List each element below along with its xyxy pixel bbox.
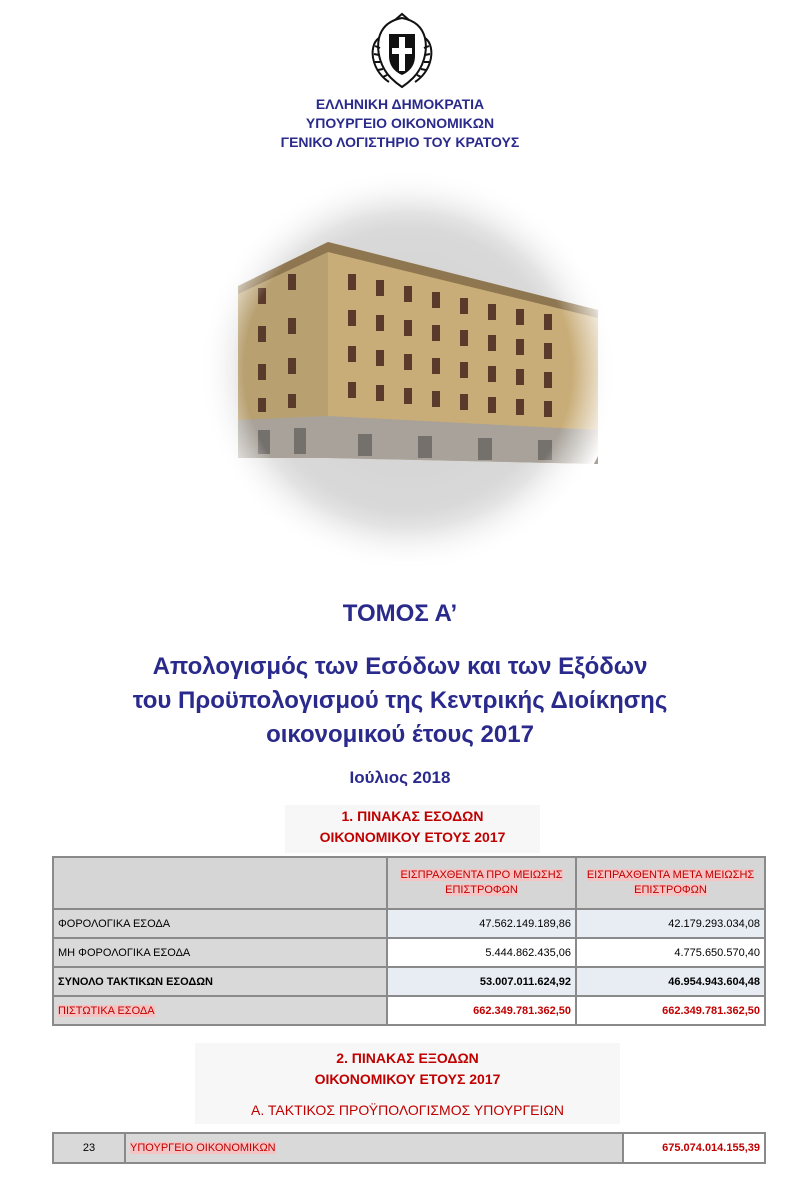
report-title-line-3: οικονομικού έτους 2017 <box>266 721 534 748</box>
expenditure-table <box>52 1132 766 1164</box>
table-row-credit <box>53 996 765 1025</box>
row-value-after: 42.179.293.034,08 <box>576 909 765 938</box>
revenue-header-before <box>387 857 576 909</box>
table-row <box>53 1133 765 1163</box>
expenditure-subtitle: Α. ΤΑΚΤΙΚΟΣ ΠΡΟΫΠΟΛΟΓΙΣΜΟΣ ΥΠΟΥΡΓΕΙΩΝ <box>195 1098 620 1124</box>
row-value-after: 662.349.781.362,50 <box>576 996 765 1025</box>
revenue-header-empty <box>53 857 387 909</box>
expenditure-section-line-2: ΟΙΚΟΝΟΜΙΚΟΥ ΕΤΟΥΣ 2017 <box>314 1071 501 1087</box>
issuer-country: ΕΛΛΗΝΙΚΗ ΔΗΜΟΚΡΑΤΙΑ <box>315 96 485 112</box>
revenue-section-line-2: ΟΙΚΟΝΟΜΙΚΟΥ ΕΤΟΥΣ 2017 <box>319 829 506 845</box>
table-row-total <box>53 967 765 996</box>
issuer-office: ΓΕΝΙΚΟ ΛΟΓΙΣΤΗΡΙΟ ΤΟΥ ΚΡΑΤΟΥΣ <box>280 134 520 150</box>
revenue-section-heading <box>285 805 540 853</box>
row-value-after: 4.775.650.570,40 <box>576 938 765 967</box>
column-header-after-refunds: ΕΙΣΠΡΑΧΘΕΝΤΑ ΜΕΤΑ ΜΕΙΩΣΗΣ ΕΠΙΣΤΡΟΦΩΝ <box>586 869 755 896</box>
row-value-before: 662.349.781.362,50 <box>387 996 576 1025</box>
issuer-ministry: ΥΠΟΥΡΓΕΙΟ ΟΙΚΟΝΟΜΙΚΩΝ <box>305 115 495 131</box>
table-row <box>53 938 765 967</box>
ministry-name: ΥΠΟΥΡΓΕΙΟ ΟΙΚΟΝΟΜΙΚΩΝ <box>130 1142 276 1154</box>
expenditure-section-line-1: 2. ΠΙΝΑΚΑΣ ΕΞΟΔΩΝ <box>336 1050 479 1066</box>
row-label: ΠΙΣΤΩΤΙΚΑ ΕΣΟΔΑ <box>58 1004 155 1017</box>
row-value-before: 5.444.862.435,06 <box>387 938 576 967</box>
row-label: ΜΗ ΦΟΡΟΛΟΓΙΚΑ ΕΣΟΔΑ <box>53 938 387 967</box>
revenue-header-after <box>576 857 765 909</box>
greek-coat-of-arms-icon <box>365 12 439 90</box>
table-row <box>53 909 765 938</box>
ministry-name-cell <box>125 1133 623 1163</box>
publication-date: Ιούλιος 2018 <box>349 768 451 787</box>
revenue-table-header <box>53 857 765 909</box>
expenditure-section-heading <box>195 1043 620 1098</box>
volume-title: ΤΟΜΟΣ Α’ <box>342 600 458 627</box>
row-value-after: 46.954.943.604,48 <box>576 967 765 996</box>
report-title-line-1: Απολογισμός των Εσόδων και των Εξόδων <box>152 653 648 680</box>
row-label: ΣΥΝΟΛΟ ΤΑΚΤΙΚΩΝ ΕΣΟΔΩΝ <box>53 967 387 996</box>
report-title-line-2: του Προϋπολογισμού της Κεντρικής Διοίκησης <box>132 687 668 714</box>
revenue-section-line-1: 1. ΠΙΝΑΚΑΣ ΕΣΟΔΩΝ <box>341 808 484 824</box>
ministry-code: 23 <box>53 1133 125 1163</box>
building-photo <box>198 168 618 573</box>
ministry-amount: 675.074.014.155,39 <box>623 1133 765 1163</box>
row-label-cell <box>53 996 387 1025</box>
row-value-before: 47.562.149.189,86 <box>387 909 576 938</box>
row-value-before: 53.007.011.624,92 <box>387 967 576 996</box>
issuer-header <box>0 95 800 152</box>
row-label: ΦΟΡΟΛΟΓΙΚΑ ΕΣΟΔΑ <box>53 909 387 938</box>
revenue-table <box>52 856 766 1026</box>
report-title <box>0 650 800 752</box>
column-header-before-refunds: ΕΙΣΠΡΑΧΘΕΝΤΑ ΠΡΟ ΜΕΙΩΣΗΣ ΕΠΙΣΤΡΟΦΩΝ <box>400 869 563 896</box>
